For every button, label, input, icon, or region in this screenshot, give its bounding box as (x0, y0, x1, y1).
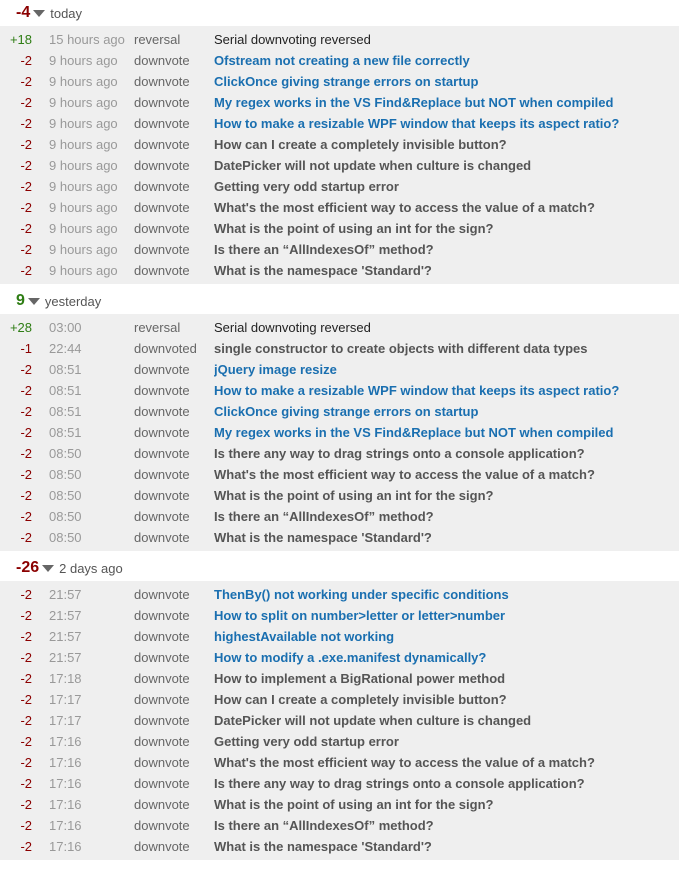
reputation-event-row (0, 506, 679, 527)
event-time: 03:00 (49, 320, 82, 335)
reputation-change: -2 (20, 263, 32, 278)
reputation-event-row (0, 815, 679, 836)
reputation-event-row (0, 317, 679, 338)
event-type: downvote (134, 446, 190, 461)
reputation-event-row (0, 113, 679, 134)
event-time: 9 hours ago (49, 242, 118, 257)
post-title: What is the namespace 'Standard'? (214, 839, 432, 854)
reputation-event-row (0, 176, 679, 197)
event-time: 08:50 (49, 530, 82, 545)
reputation-change: -2 (20, 158, 32, 173)
event-time: 08:50 (49, 467, 82, 482)
reputation-event-row (0, 155, 679, 176)
reputation-event-row (0, 752, 679, 773)
event-time: 9 hours ago (49, 158, 118, 173)
reputation-change: -2 (20, 587, 32, 602)
reputation-change: -2 (20, 425, 32, 440)
reputation-event-row (0, 260, 679, 281)
post-title-link[interactable]: How to make a resizable WPF window that keeps its aspect ratio? (214, 116, 620, 131)
day-event-list (0, 314, 679, 551)
event-time: 08:50 (49, 488, 82, 503)
post-title: Serial downvoting reversed (214, 320, 371, 335)
event-time: 9 hours ago (49, 179, 118, 194)
reputation-event-row (0, 584, 679, 605)
post-title-link[interactable]: ThenBy() not working under specific conditions (214, 587, 509, 602)
post-title: Is there any way to drag strings onto a console application? (214, 776, 585, 791)
reputation-event-row (0, 605, 679, 626)
event-type: downvote (134, 158, 190, 173)
event-type: downvote (134, 179, 190, 194)
event-time: 9 hours ago (49, 53, 118, 68)
event-time: 08:50 (49, 509, 82, 524)
reputation-change: -2 (20, 797, 32, 812)
event-type: downvote (134, 692, 190, 707)
post-title: Serial downvoting reversed (214, 32, 371, 47)
reputation-event-row (0, 647, 679, 668)
reputation-change: -2 (20, 713, 32, 728)
post-title-link[interactable]: jQuery image resize (214, 362, 337, 377)
reputation-event-row (0, 401, 679, 422)
event-time: 17:17 (49, 692, 82, 707)
event-time: 9 hours ago (49, 74, 118, 89)
event-type: downvote (134, 839, 190, 854)
event-type: downvote (134, 530, 190, 545)
event-type: reversal (134, 320, 181, 335)
reputation-change: -2 (20, 839, 32, 854)
day-event-list (0, 26, 679, 284)
event-type: downvote (134, 221, 190, 236)
reputation-event-row (0, 689, 679, 710)
reputation-change: -1 (20, 341, 32, 356)
reputation-event-row (0, 359, 679, 380)
reputation-change: -2 (20, 53, 32, 68)
reputation-event-row (0, 527, 679, 548)
day-reputation-total: -4 (16, 4, 31, 21)
event-time: 08:51 (49, 425, 82, 440)
event-time: 08:50 (49, 446, 82, 461)
event-time: 08:51 (49, 383, 82, 398)
reputation-change: -2 (20, 404, 32, 419)
event-type: downvote (134, 650, 190, 665)
reputation-change: -2 (20, 629, 32, 644)
post-title-link[interactable]: My regex works in the VS Find&Replace but NOT when compiled (214, 95, 614, 110)
reputation-change: -2 (20, 776, 32, 791)
event-type: downvote (134, 74, 190, 89)
post-title: Is there an “AllIndexesOf” method? (214, 242, 434, 257)
event-type: downvote (134, 509, 190, 524)
reputation-change: -2 (20, 755, 32, 770)
reputation-change: -2 (20, 488, 32, 503)
event-time: 21:57 (49, 587, 82, 602)
reputation-event-row (0, 422, 679, 443)
reputation-event-row (0, 731, 679, 752)
post-title-link[interactable]: ClickOnce giving strange errors on startup (214, 404, 479, 419)
post-title-link[interactable]: ClickOnce giving strange errors on startup (214, 74, 479, 89)
post-title-link[interactable]: How to make a resizable WPF window that keeps its aspect ratio? (214, 383, 620, 398)
event-type: downvote (134, 53, 190, 68)
reputation-change: -2 (20, 116, 32, 131)
post-title-link[interactable]: How to modify a .exe.manifest dynamically? (214, 650, 487, 665)
event-type: reversal (134, 32, 181, 47)
post-title-link[interactable]: How to split on number>letter or letter>number (214, 608, 506, 623)
reputation-change: -2 (20, 179, 32, 194)
post-title: DatePicker will not update when culture is changed (214, 158, 532, 173)
post-title: What is the point of using an int for the sign? (214, 797, 494, 812)
event-type: downvote (134, 467, 190, 482)
collapse-arrow-icon[interactable] (42, 565, 54, 572)
reputation-event-row (0, 794, 679, 815)
day-reputation-total: -26 (16, 559, 40, 576)
post-title: DatePicker will not update when culture is changed (214, 713, 532, 728)
event-type: downvote (134, 263, 190, 278)
event-type: downvote (134, 608, 190, 623)
event-type: downvote (134, 587, 190, 602)
day-label: 2 days ago (59, 560, 123, 576)
reputation-change: -2 (20, 818, 32, 833)
event-type: downvote (134, 404, 190, 419)
event-time: 17:16 (49, 776, 82, 791)
reputation-change: -2 (20, 734, 32, 749)
reputation-change: -2 (20, 650, 32, 665)
reputation-event-row (0, 668, 679, 689)
reputation-change: -2 (20, 221, 32, 236)
reputation-change: -2 (20, 671, 32, 686)
event-time: 9 hours ago (49, 95, 118, 110)
collapse-arrow-icon[interactable] (28, 298, 40, 305)
event-type: downvote (134, 818, 190, 833)
reputation-change: -2 (20, 137, 32, 152)
event-time: 17:17 (49, 713, 82, 728)
post-title: What's the most efficient way to access the value of a match? (214, 467, 595, 482)
reputation-event-row (0, 485, 679, 506)
reputation-event-row (0, 239, 679, 260)
event-type: downvote (134, 797, 190, 812)
reputation-event-row (0, 773, 679, 794)
post-title: What's the most efficient way to access the value of a match? (214, 755, 595, 770)
event-type: downvote (134, 734, 190, 749)
reputation-event-row (0, 218, 679, 239)
event-time: 17:16 (49, 797, 82, 812)
post-title: What's the most efficient way to access the value of a match? (214, 200, 595, 215)
reputation-change: -2 (20, 530, 32, 545)
event-type: downvote (134, 200, 190, 215)
event-time: 21:57 (49, 608, 82, 623)
event-type: downvote (134, 362, 190, 377)
reputation-change: -2 (20, 383, 32, 398)
day-reputation-total: 9 (16, 292, 25, 309)
event-type: downvote (134, 629, 190, 644)
reputation-event-row (0, 443, 679, 464)
post-title: Is there an “AllIndexesOf” method? (214, 818, 434, 833)
event-time: 08:51 (49, 362, 82, 377)
post-title: What is the namespace 'Standard'? (214, 530, 432, 545)
event-time: 15 hours ago (49, 32, 125, 47)
event-time: 9 hours ago (49, 137, 118, 152)
post-title: What is the point of using an int for the sign? (214, 488, 494, 503)
event-time: 08:51 (49, 404, 82, 419)
day-group-header[interactable] (0, 555, 679, 581)
event-type: downvote (134, 116, 190, 131)
post-title: single constructor to create objects with different data types (214, 341, 588, 356)
reputation-event-row (0, 380, 679, 401)
post-title: Is there an “AllIndexesOf” method? (214, 509, 434, 524)
event-type: downvote (134, 713, 190, 728)
event-time: 17:16 (49, 755, 82, 770)
event-time: 17:16 (49, 734, 82, 749)
event-type: downvote (134, 425, 190, 440)
reputation-event-row (0, 197, 679, 218)
event-type: downvote (134, 242, 190, 257)
reputation-change: -2 (20, 200, 32, 215)
post-title: Getting very odd startup error (214, 734, 399, 749)
reputation-change: -2 (20, 242, 32, 257)
post-title: What is the namespace 'Standard'? (214, 263, 432, 278)
event-time: 9 hours ago (49, 263, 118, 278)
event-type: downvote (134, 755, 190, 770)
reputation-change: -2 (20, 509, 32, 524)
reputation-event-row (0, 71, 679, 92)
event-type: downvote (134, 671, 190, 686)
reputation-event-row (0, 50, 679, 71)
reputation-event-row (0, 626, 679, 647)
reputation-change: -2 (20, 608, 32, 623)
event-time: 22:44 (49, 341, 82, 356)
post-title: How to implement a BigRational power method (214, 671, 506, 686)
post-title: Getting very odd startup error (214, 179, 399, 194)
reputation-event-row (0, 464, 679, 485)
reputation-change: -2 (20, 467, 32, 482)
post-title-link[interactable]: highestAvailable not working (214, 629, 395, 644)
event-type: downvoted (134, 341, 197, 356)
day-group-header[interactable] (0, 288, 679, 314)
post-title: What is the point of using an int for the sign? (214, 221, 494, 236)
event-time: 9 hours ago (49, 200, 118, 215)
post-title: How can I create a completely invisible button? (214, 692, 507, 707)
post-title-link[interactable]: Ofstream not creating a new file correctly (214, 53, 470, 68)
day-group-header[interactable] (0, 0, 679, 26)
event-type: downvote (134, 776, 190, 791)
reputation-event-row (0, 338, 679, 359)
reputation-change: -2 (20, 74, 32, 89)
day-label: yesterday (44, 293, 102, 309)
reputation-event-row (0, 134, 679, 155)
reputation-change: +28 (9, 320, 32, 335)
reputation-event-row (0, 836, 679, 857)
collapse-arrow-icon[interactable] (33, 10, 45, 17)
reputation-event-row (0, 92, 679, 113)
reputation-event-row (0, 29, 679, 50)
reputation-change: -2 (20, 362, 32, 377)
event-type: downvote (134, 137, 190, 152)
event-type: downvote (134, 488, 190, 503)
day-event-list (0, 581, 679, 860)
event-time: 21:57 (49, 650, 82, 665)
post-title: How can I create a completely invisible button? (214, 137, 507, 152)
event-time: 9 hours ago (49, 221, 118, 236)
reputation-change: -2 (20, 446, 32, 461)
event-time: 17:18 (49, 671, 82, 686)
reputation-change: +18 (9, 32, 32, 47)
event-time: 21:57 (49, 629, 82, 644)
post-title-link[interactable]: My regex works in the VS Find&Replace but NOT when compiled (214, 425, 614, 440)
event-type: downvote (134, 95, 190, 110)
reputation-event-row (0, 710, 679, 731)
post-title: Is there any way to drag strings onto a console application? (214, 446, 585, 461)
event-time: 9 hours ago (49, 116, 118, 131)
event-type: downvote (134, 383, 190, 398)
reputation-change: -2 (20, 95, 32, 110)
event-time: 17:16 (49, 839, 82, 854)
event-time: 17:16 (49, 818, 82, 833)
reputation-change: -2 (20, 692, 32, 707)
day-label: today (50, 5, 83, 21)
